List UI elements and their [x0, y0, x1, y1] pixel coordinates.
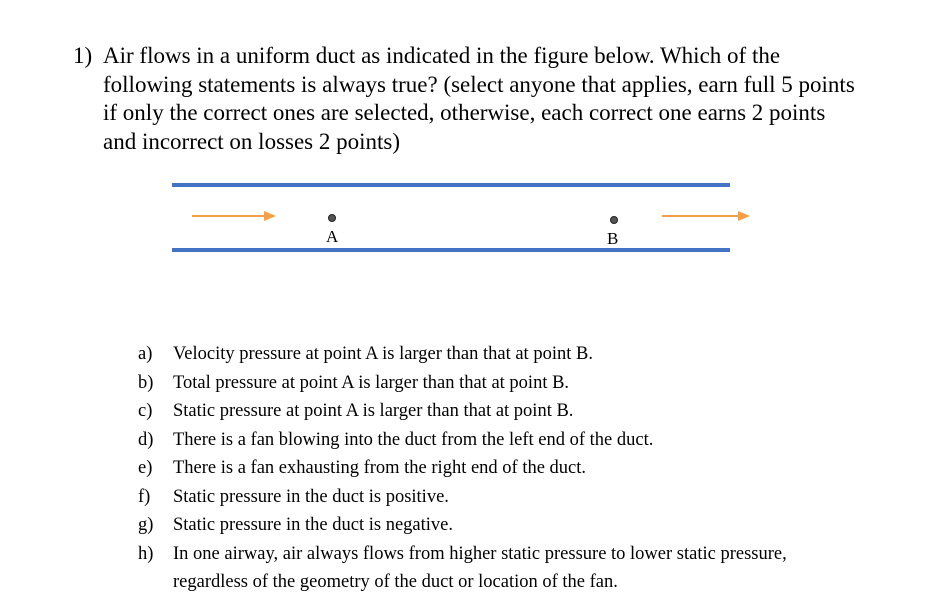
option-letter: a) [138, 344, 153, 364]
option-letter: f) [138, 486, 151, 507]
option-letter: h) [138, 543, 154, 564]
duct-bottom-wall [172, 248, 730, 252]
question-text: Air flows in a uniform duct as indicated in the figure below. Which of the following statements is always true? (select anyone that applies, earn full 5 points if only the correct ones are selected, otherwise, each correct one earns 2 points and incorrect on losses 2 points) [103, 43, 855, 154]
duct-figure [0, 0, 933, 300]
option-letter: c) [138, 401, 153, 421]
duct-diagram [0, 0, 933, 300]
option-text: There is a fan exhausting from the right end of the duct. [173, 458, 587, 478]
option-e [138, 454, 838, 483]
option-d [138, 426, 838, 455]
option-letter: d) [138, 429, 154, 450]
option-text: Static pressure in the duct is negative. [173, 515, 453, 535]
option-text: There is a fan blowing into the duct from the left end of the duct. [173, 429, 654, 450]
option-f [138, 483, 838, 512]
duct-top-wall [172, 183, 730, 187]
option-text: Static pressure in the duct is positive. [173, 486, 449, 507]
point-a-label: A [326, 227, 339, 246]
answer-options [138, 340, 838, 597]
option-letter: b) [138, 372, 154, 393]
option-letter: e) [138, 458, 153, 478]
option-letter: g) [138, 515, 154, 535]
option-a [138, 340, 838, 369]
option-text: Total pressure at point A is larger than that at point B. [173, 372, 570, 393]
option-h [138, 540, 838, 597]
flow-arrow-left-icon [192, 211, 276, 221]
point-a-marker [329, 215, 336, 222]
option-text: Velocity pressure at point A is larger than that at point B. [173, 344, 593, 364]
option-g [138, 511, 838, 540]
option-c [138, 397, 838, 426]
point-b-label: B [607, 229, 619, 248]
question-number: 1) [73, 43, 93, 68]
option-b [138, 369, 838, 398]
point-b-marker [611, 217, 618, 224]
option-text: Static pressure at point A is larger than that at point B. [173, 401, 574, 421]
option-text: In one airway, air always flows from higher static pressure to lower static pressure, regardless of the geometry of the duct or location of the fan. [173, 543, 787, 592]
flow-arrow-right-icon [662, 211, 750, 221]
